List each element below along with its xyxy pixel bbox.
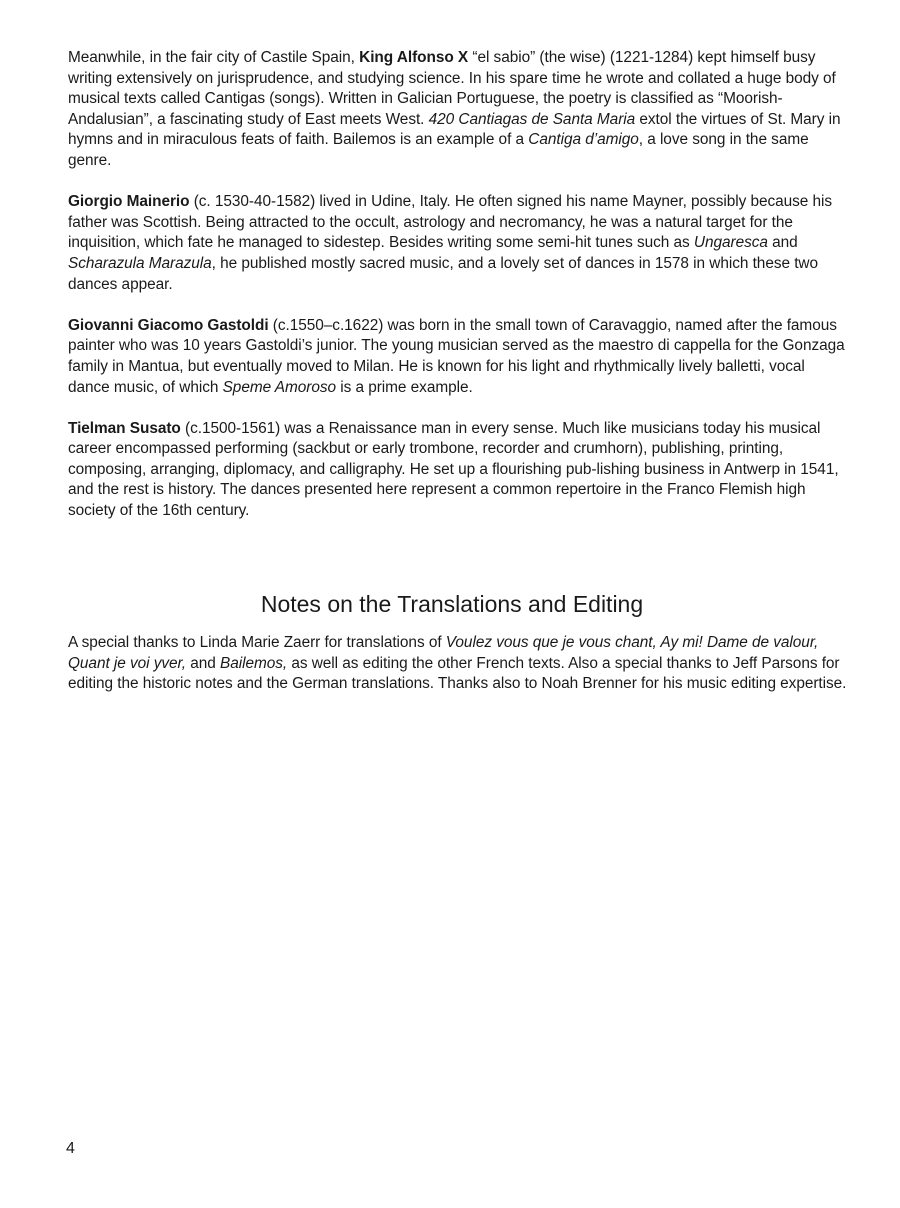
text-run: A special thanks to Linda Marie Zaerr for translations of	[68, 634, 446, 651]
text-run: and	[186, 654, 220, 672]
text-run: extol the virtues of St. Mary in hymns and in miraculous feats of faith. Bailemos is an example of a	[68, 110, 841, 149]
page-number: 4	[66, 1140, 75, 1157]
italic-title: Voulez vous que je vous chant, Ay mi! Dame de valour, Quant je voi yver,	[68, 634, 819, 672]
bio-paragraph-susato	[68, 419, 848, 522]
bold-name: King Alfonso X	[359, 49, 469, 66]
text-run: (c.1550–c.1622) was born in the small town of Caravaggio, named after the famous painter who was 10 years Gastoldi’s junior. The young musician served as the maestro di cappella for the Gonzaga family in Mantua, but eventually moved to Milan. He is known for his light and rhythmically lively balletti, vocal dance music, of which	[68, 316, 845, 396]
bio-paragraph-alfonso	[68, 48, 848, 172]
text-run: , he published mostly sacred music, and a lovely set of dances in 1578 in which these two dances appear.	[68, 254, 819, 293]
text-run: Meanwhile, in the fair city of Castile Spain,	[68, 49, 360, 66]
italic-title: Cantiga d’amigo	[528, 131, 639, 149]
bold-name: Giorgio Mainerio	[68, 193, 190, 211]
bold-name: Giovanni Giacomo Gastoldi	[68, 316, 269, 334]
italic-title: Ungaresca	[693, 234, 768, 252]
italic-title: Bailemos,	[220, 654, 288, 672]
section-heading: Notes on the Translations and Editing	[260, 591, 644, 617]
text-run: “el sabio” (the wise) (1221-1284) kept himself busy writing extensively on jurisprudence, and studying science. In his spare time he wrote and collated a huge body of musical texts called Cantigas (songs). Written in Galician Portuguese, the poetry is classified as “Moorish-Andalusian”, a fascinating study of East meets West.	[68, 49, 836, 128]
italic-title: Scharazula Marazula	[68, 254, 212, 272]
page-content	[68, 48, 848, 693]
text-run: (c.1500-1561) was a Renaissance man in every sense. Much like musicians today his musical career encompassed performing (sackbut or early trombone, recorder and crumhorn), publishing, printing, composing, arranging, diplomacy, and calligraphy. He set up a flourishing pub-lishing business in Antwerp in 1541, and the rest is history. The dances presented here represent a common repertoire in the Franco Flemish high society of the 16th century.	[68, 419, 839, 520]
text-run: as well as editing the other French texts. Also a special thanks to Jeff Parsons for editing the historic notes and the German translations. Thanks also to Noah Brenner for his music editing expertise.	[68, 654, 847, 693]
italic-title: 420 Cantiagas de Santa Maria	[428, 110, 636, 128]
italic-title: Speme Amoroso	[222, 378, 336, 396]
bio-paragraph-gastoldi	[68, 316, 848, 398]
composer-bios	[68, 48, 848, 522]
text-run: and	[767, 234, 798, 252]
text-run: (c. 1530-40-1582) lived in Udine, Italy. He often signed his name Mayner, possibly because his father was Scottish. Being attracted to the occult, astrology and necromancy, he was a natural target for the inquisition, which fate he managed to sidestep. Besides writing some semi-hit tunes such as	[68, 193, 833, 252]
bold-name: Tielman Susato	[68, 419, 181, 437]
text-run: , a love song in the same genre.	[68, 131, 809, 169]
bio-paragraph-mainerio	[68, 192, 848, 295]
notes-paragraph	[68, 633, 848, 695]
text-run: is a prime example.	[336, 378, 473, 396]
